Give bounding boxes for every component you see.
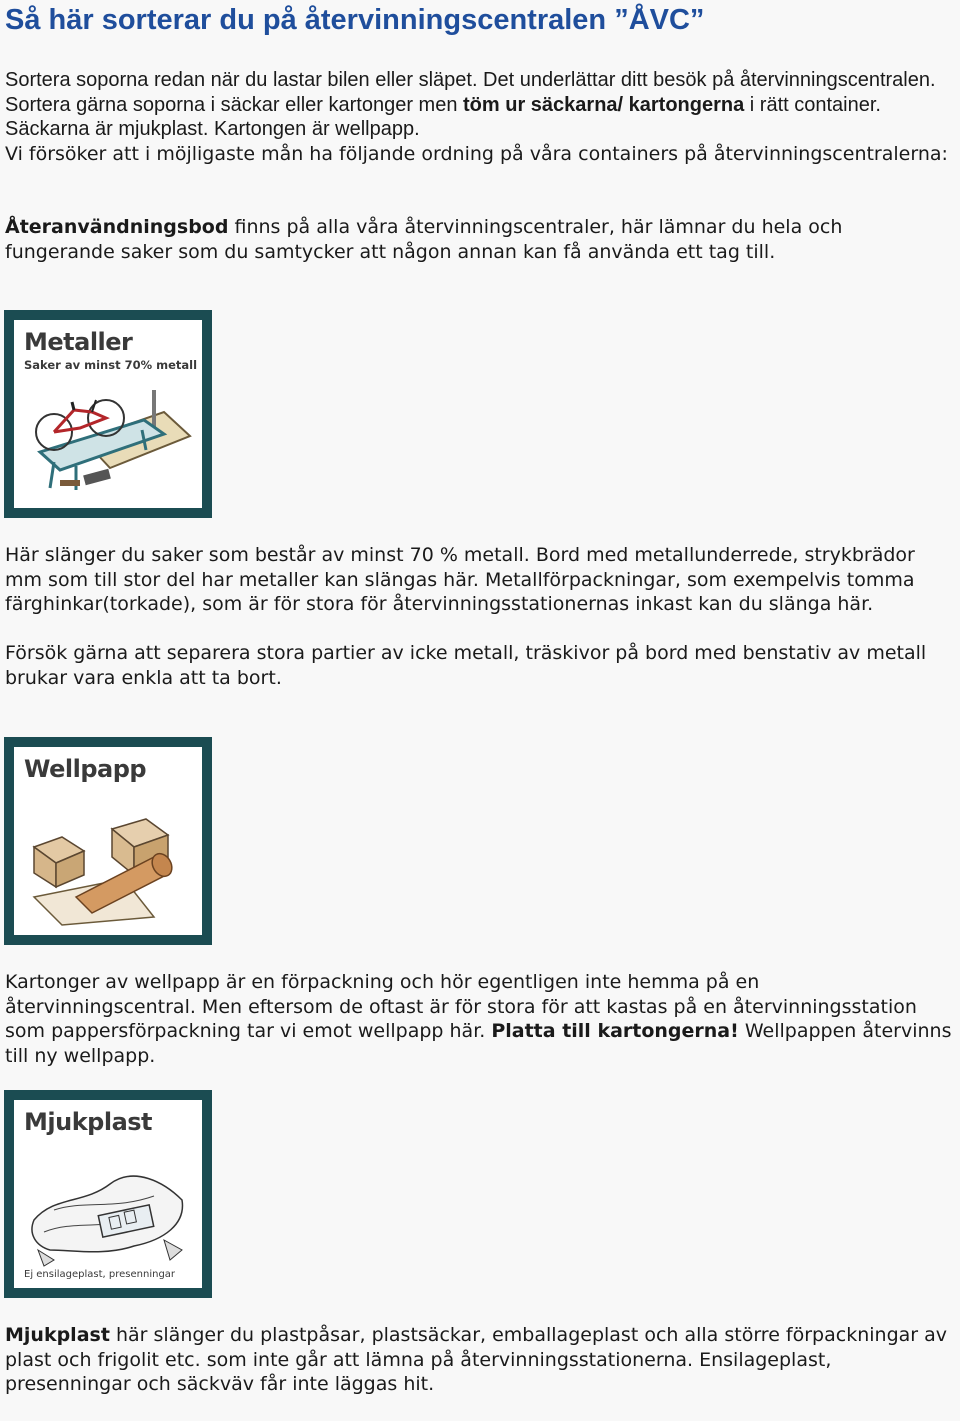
intro-paragraph <box>5 68 955 166</box>
wellpapp-paragraph <box>5 970 955 1068</box>
mjukplast-bold: Mjukplast <box>5 1324 110 1346</box>
mjukplast-paragraph <box>5 1323 955 1397</box>
wellpapp-card <box>4 737 212 945</box>
metaller-paragraph-1: Här slänger du saker som består av minst 70 % metall. Bord med metallunderrede, strykbrädor mm som till stor del har metaller kan slängas här. Metallförpackningar, som exempelvis tomma färghinkar(torkade), som är för stora för återvinningsstationernas inkast kan du slänga här. <box>5 544 915 615</box>
wellpapp-text-1: Kartonger av wellpapp är en förpackning och hör egentligen inte hemma på en återvinningscentral. Men eftersom de oftast är för stora för att kastas på en återvinningsstation som pappersförpackning tar vi emot wellpapp här. <box>5 971 917 1042</box>
mjukplast-card-title: Mjukplast <box>24 1108 153 1136</box>
mjukplast-card <box>4 1090 212 1298</box>
mjukplast-card-footer: Ej ensilageplast, presenningar <box>24 1269 176 1280</box>
intro-text-3: Vi försöker att i möjligaste mån ha följande ordning på våra containers på återvinningscentralerna: <box>5 142 948 165</box>
intro-text-2: i rätt container. Säckarna är mjukplast. Kartongen är wellpapp. <box>5 93 881 140</box>
wellpapp-text-2: Wellpappen återvinns till ny wellpapp. <box>5 1020 952 1067</box>
intro-bold: töm ur säckarna/ kartongerna <box>463 93 745 116</box>
reuse-text: finns på alla våra återvinningscentraler, här lämnar du hela och fungerande saker som du samtycker att någon annan kan få använda ett tag till. <box>5 216 843 263</box>
reuse-bold: Återanvändningsbod <box>5 216 229 238</box>
metaller-card-subtitle: Saker av minst 70% metall <box>24 358 198 372</box>
metaller-paragraph-2: Försök gärna att separera stora partier av icke metall, träskivor på bord med benstativ av metall brukar vara enkla att ta bort. <box>5 642 927 689</box>
metaller-card-title: Metaller <box>24 328 133 356</box>
mjukplast-text: här slänger du plastpåsar, plastsäckar, emballageplast och alla större förpackningar av plast och frigolit etc. som inte går att lämna på återvinningsstationerna. Ensilageplast, presenningar och säckväv får inte läggas hit. <box>5 1324 948 1395</box>
reuse-paragraph <box>5 215 955 264</box>
metaller-card <box>4 310 212 518</box>
wellpapp-card-title: Wellpapp <box>24 755 147 783</box>
intro-text-1: Sortera soporna redan när du lastar bilen eller släpet. Det underlättar ditt besök på återvinningscentralen. Sortera gärna soporna i säckar eller kartonger men <box>5 69 936 116</box>
wellpapp-bold: Platta till kartongerna! <box>491 1020 739 1042</box>
page-title: Så här sorterar du på återvinningscentralen ”ÅVC” <box>5 4 705 36</box>
